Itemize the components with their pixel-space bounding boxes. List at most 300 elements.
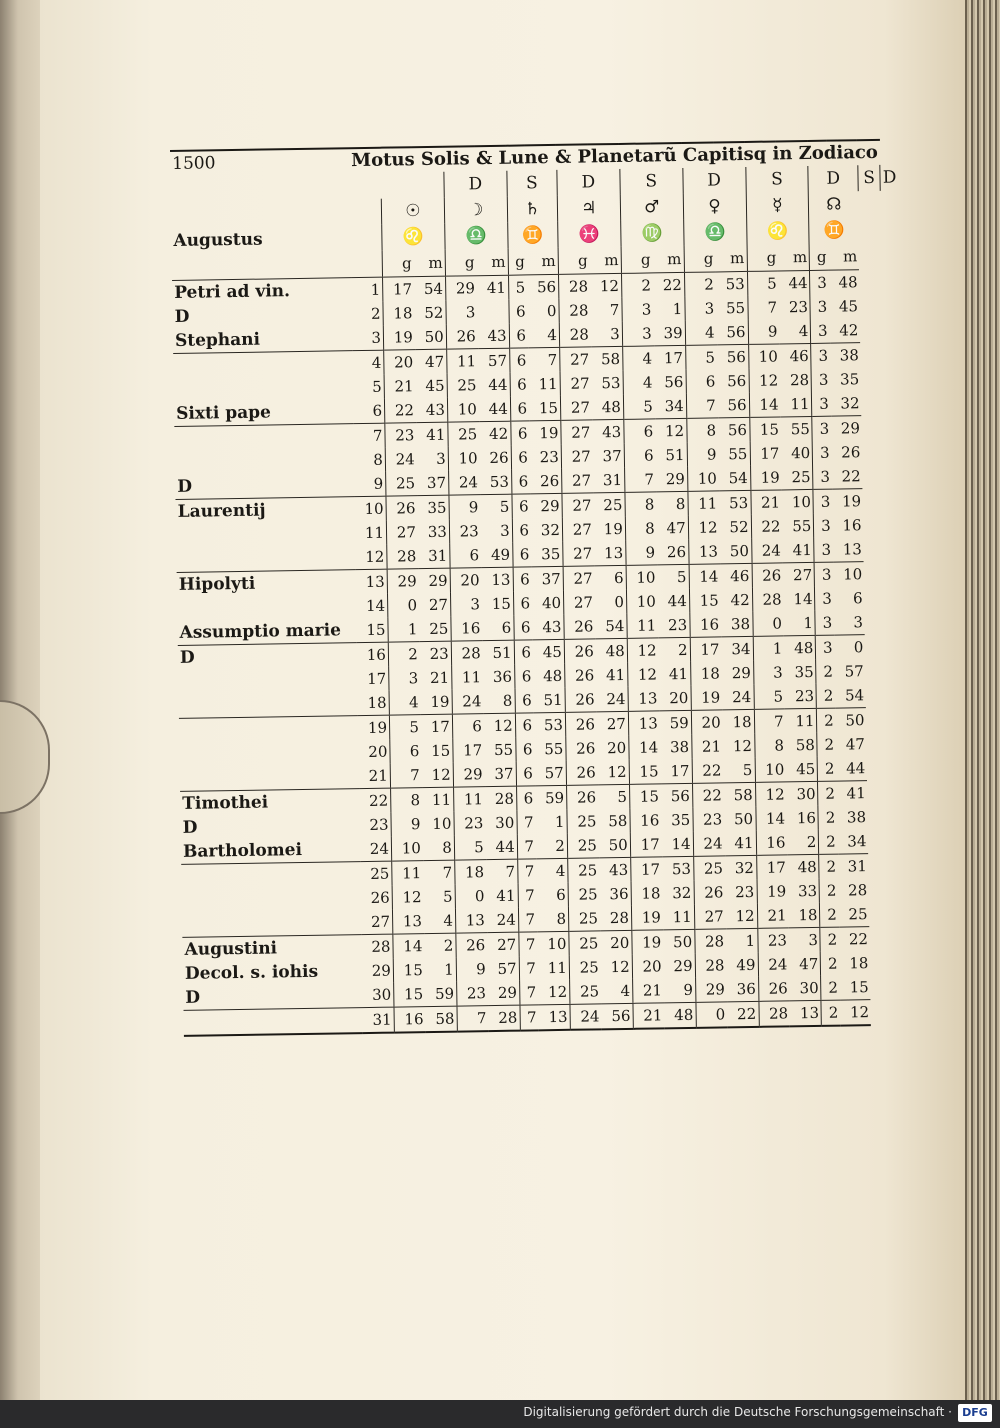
- mer-degrees: 7: [754, 709, 786, 734]
- jup-degrees: 24: [570, 1004, 602, 1030]
- node-degrees: 3: [815, 587, 834, 611]
- moon-degrees: 29: [445, 276, 477, 301]
- ven-minutes: 58: [733, 785, 753, 805]
- moon-minutes: 41: [496, 886, 516, 905]
- jup-degrees: 26: [566, 760, 598, 785]
- sun-minutes: 1: [444, 960, 454, 979]
- moon-degrees: 5: [454, 835, 486, 860]
- jup-degrees: 28: [558, 274, 590, 299]
- mer-degrees: 19: [757, 879, 789, 903]
- node-minutes: 31: [847, 857, 867, 876]
- zodiac-sign: ♊: [809, 217, 859, 244]
- sun-minutes: 25: [419, 617, 451, 642]
- jup-minutes: 4: [601, 979, 633, 1004]
- ven-degrees: 28: [694, 929, 726, 954]
- ven-degrees: 5: [685, 345, 717, 370]
- moon-degrees: 25: [448, 422, 480, 447]
- feast-name: Decol. s. iohis: [184, 961, 319, 984]
- sun-minutes: 45: [425, 376, 445, 396]
- moon-degrees: 28: [451, 641, 483, 666]
- node-minutes: 26: [841, 443, 861, 462]
- mars-minutes: 5: [676, 567, 687, 587]
- node-minutes: 3: [834, 610, 865, 635]
- ven-minutes: 29: [731, 663, 751, 683]
- unit-label: m: [413, 250, 445, 277]
- feast-name: [175, 448, 354, 475]
- ven-minutes: 49: [736, 955, 756, 975]
- zodiac-sign: ♓: [558, 221, 621, 248]
- ven-degrees: 24: [693, 831, 725, 856]
- mars-degrees: 19: [632, 930, 664, 955]
- sun-minutes: 4: [424, 909, 456, 934]
- sat-degrees: 7: [519, 956, 538, 980]
- sat-minutes: 23: [539, 447, 559, 467]
- mer-degrees: 8: [754, 733, 786, 757]
- direction-mark: D: [808, 165, 858, 192]
- day-number: 13: [365, 572, 385, 591]
- zodiac-sign: ♌: [746, 218, 809, 245]
- mer-minutes: 46: [789, 346, 809, 366]
- node-degrees: 2: [819, 830, 838, 855]
- ven-degrees: 22: [692, 783, 724, 808]
- moon-degrees: 6: [452, 714, 484, 739]
- sun-minutes: 5: [442, 887, 453, 906]
- node-minutes: 0: [853, 638, 864, 657]
- feast-name: [184, 1008, 363, 1036]
- ven-minutes: 32: [734, 858, 755, 878]
- node-minutes: 29: [840, 419, 861, 438]
- mars-minutes: 34: [655, 394, 687, 419]
- sat-minutes: 56: [536, 277, 557, 297]
- unit-label: g: [747, 244, 779, 271]
- mars-degrees: 15: [629, 784, 661, 809]
- node-degrees: 3: [816, 635, 835, 660]
- sun-degrees: 29: [387, 569, 419, 594]
- sun-degrees: 8: [390, 788, 422, 813]
- mars-minutes: 26: [657, 540, 689, 565]
- jup-degrees: 27: [563, 541, 595, 566]
- direction-mark: S: [745, 166, 808, 193]
- mars-minutes: 44: [667, 591, 687, 611]
- ven-minutes: 56: [727, 371, 747, 391]
- ephemeris-table: [170, 139, 912, 1037]
- node-minutes: 18: [849, 954, 869, 973]
- sun-degrees: 0: [387, 593, 419, 617]
- mer-minutes: 40: [791, 443, 811, 463]
- sun-minutes: 19: [420, 690, 452, 715]
- moon-degrees: 3: [450, 592, 482, 616]
- direction-mark: S: [507, 170, 558, 197]
- jup-degrees: 25: [568, 906, 600, 931]
- ven-minutes: 12: [732, 736, 753, 756]
- jup-degrees: 28: [559, 322, 591, 347]
- ven-minutes: 56: [716, 320, 748, 345]
- mars-minutes: 50: [672, 932, 693, 952]
- jup-degrees: 25: [568, 882, 600, 906]
- sat-minutes: 37: [541, 569, 561, 589]
- node-degrees: 3: [812, 392, 831, 417]
- ven-minutes: 1: [745, 931, 756, 951]
- sat-minutes: 26: [530, 469, 562, 494]
- year: 1500: [170, 148, 349, 176]
- node-degrees: 3: [810, 295, 829, 319]
- sun-degrees: 12: [392, 885, 424, 909]
- sun-degrees: 7: [390, 763, 422, 788]
- table-title: Motus Solis & Lune & Planetarũ Capitisq in Zodiaco: [349, 140, 880, 173]
- mer-degrees: 3: [753, 660, 785, 684]
- ven-minutes: 50: [733, 809, 754, 829]
- ven-degrees: 12: [688, 515, 720, 539]
- mer-degrees: 10: [748, 344, 780, 369]
- moon-degrees: 26: [456, 933, 488, 958]
- mars-degrees: 4: [623, 370, 655, 394]
- day-number: 14: [365, 596, 386, 615]
- sun-degrees: 4: [389, 690, 421, 715]
- moon-degrees: 17: [453, 738, 485, 762]
- day-number: 7: [372, 426, 383, 445]
- sat-degrees: 6: [513, 591, 532, 615]
- ven-degrees: 21: [691, 734, 723, 758]
- node-minutes: 32: [831, 391, 862, 416]
- sat-degrees: 6: [509, 348, 528, 373]
- mars-degrees: 12: [627, 638, 659, 663]
- day-number: 12: [355, 545, 387, 570]
- mer-minutes: 2: [787, 830, 819, 855]
- mars-minutes: 56: [664, 372, 684, 392]
- mer-degrees: 10: [755, 757, 787, 782]
- mars-minutes: 56: [670, 786, 691, 806]
- ven-degrees: 11: [688, 491, 720, 516]
- month-name: Augustus: [173, 229, 263, 251]
- mars-minutes: 2: [677, 640, 688, 660]
- sun-degrees: 18: [383, 301, 415, 325]
- sun-degrees: 3: [389, 666, 421, 690]
- mars-degrees: 16: [630, 808, 662, 832]
- node-degrees: 2: [821, 952, 840, 976]
- sun-degrees: 24: [385, 447, 417, 471]
- mars-minutes: 39: [653, 321, 685, 346]
- sat-minutes: 48: [542, 666, 563, 686]
- jup-degrees: 25: [567, 833, 599, 858]
- ven-degrees: 13: [688, 539, 720, 564]
- jup-degrees: 25: [569, 931, 601, 956]
- node-degrees: 3: [813, 465, 832, 490]
- sat-minutes: 6: [555, 885, 566, 905]
- sat-degrees: 5: [508, 275, 527, 300]
- planet-symbol: ☊: [809, 191, 859, 218]
- day-number: 9: [354, 472, 386, 497]
- jup-minutes: 5: [617, 787, 628, 807]
- mer-degrees: 24: [751, 538, 783, 563]
- jup-minutes: 48: [605, 641, 625, 661]
- node-degrees: 3: [811, 343, 830, 368]
- feast-name: [174, 424, 353, 451]
- sat-degrees: 7: [517, 859, 536, 884]
- mars-minutes: 41: [668, 664, 689, 684]
- ven-minutes: 54: [719, 466, 751, 491]
- node-degrees: 2: [819, 879, 838, 903]
- sat-minutes: 12: [538, 980, 570, 1005]
- sun-minutes: 37: [417, 471, 449, 496]
- ven-minutes: 12: [726, 904, 758, 929]
- mars-minutes: 9: [664, 978, 696, 1003]
- mars-degrees: 11: [627, 613, 659, 638]
- mars-minutes: 29: [656, 467, 688, 492]
- mars-degrees: 5: [623, 394, 655, 419]
- jup-minutes: 43: [608, 860, 629, 880]
- node-degrees: 3: [813, 489, 832, 514]
- sun-minutes: 27: [428, 595, 449, 614]
- sat-minutes: 10: [547, 934, 567, 954]
- sun-minutes: 52: [424, 303, 444, 323]
- ven-degrees: 27: [694, 904, 726, 929]
- moon-degrees: 11: [451, 665, 483, 689]
- jup-degrees: 26: [565, 663, 597, 687]
- mer-minutes: 30: [796, 784, 816, 804]
- sat-degrees: 7: [520, 1005, 539, 1031]
- sat-degrees: 7: [517, 834, 536, 859]
- sun-degrees: 10: [391, 836, 423, 861]
- day-number: 31: [362, 1007, 394, 1033]
- mer-minutes: 11: [795, 711, 815, 731]
- feast-name: [182, 886, 361, 913]
- day-number: 29: [371, 961, 391, 980]
- feast-name: [179, 740, 358, 767]
- sat-degrees: 7: [519, 980, 538, 1005]
- sun-minutes: 12: [422, 763, 454, 788]
- sun-minutes: 11: [431, 790, 452, 809]
- node-minutes: 47: [845, 735, 866, 754]
- mer-minutes: 48: [797, 857, 817, 877]
- moon-degrees: 23: [454, 811, 486, 835]
- jup-minutes: 56: [601, 1003, 633, 1029]
- sun-minutes: 31: [418, 544, 450, 569]
- jup-minutes: 31: [593, 468, 625, 493]
- mars-minutes: 8: [675, 494, 686, 514]
- blank-cell: [171, 199, 350, 228]
- mars-minutes: 17: [663, 348, 684, 368]
- moon-minutes: 28: [488, 1005, 520, 1031]
- mer-minutes: 23: [785, 684, 817, 709]
- mars-minutes: 53: [671, 859, 692, 879]
- sun-degrees: 28: [387, 544, 419, 569]
- jup-minutes: 54: [595, 614, 627, 639]
- jup-minutes: 7: [609, 300, 620, 320]
- mars-minutes: 29: [673, 956, 693, 976]
- jup-degrees: 28: [559, 298, 591, 322]
- day-number: 28: [371, 937, 391, 956]
- moon-degrees: 13: [455, 908, 487, 933]
- sun-minutes: 29: [428, 571, 448, 590]
- mars-degrees: 15: [629, 759, 661, 784]
- day-number: 27: [361, 910, 393, 935]
- sun-minutes: 33: [427, 522, 447, 541]
- unit-label: m: [715, 245, 747, 272]
- mer-degrees: 9: [748, 319, 780, 344]
- mer-minutes: 48: [794, 638, 814, 658]
- mer-degrees: 1: [753, 636, 785, 661]
- moon-degrees: 16: [451, 616, 483, 641]
- mars-degrees: 19: [631, 905, 663, 930]
- jup-minutes: 41: [605, 665, 626, 685]
- sat-degrees: 6: [509, 323, 528, 348]
- mars-degrees: 6: [624, 419, 656, 444]
- moon-degrees: 24: [448, 470, 480, 495]
- day-number: 2: [370, 304, 381, 323]
- sun-degrees: 9: [391, 812, 423, 836]
- zodiac-sign: ♎: [445, 223, 508, 250]
- jup-minutes: 13: [594, 541, 626, 566]
- sun-degrees: 2: [388, 642, 420, 667]
- planet-symbol: ☉: [381, 198, 444, 225]
- day-number: 11: [364, 523, 385, 542]
- node-minutes: 6: [852, 589, 863, 608]
- jup-degrees: 25: [568, 858, 600, 883]
- sat-degrees: 6: [515, 713, 534, 738]
- sat-degrees: 7: [519, 932, 538, 957]
- sat-degrees: 6: [516, 761, 535, 786]
- node-degrees: 2: [817, 733, 836, 757]
- moon-minutes: 43: [478, 324, 510, 349]
- sat-degrees: 6: [511, 469, 530, 494]
- node-minutes: 45: [838, 297, 859, 316]
- mars-degrees: 14: [629, 735, 661, 759]
- ven-minutes: 42: [730, 590, 750, 610]
- moon-minutes: 8: [483, 689, 515, 714]
- mer-degrees: 26: [752, 563, 784, 588]
- mars-minutes: 12: [664, 421, 685, 441]
- mars-minutes: 35: [671, 810, 691, 830]
- ven-degrees: 22: [692, 758, 724, 783]
- unit-label: m: [476, 249, 508, 276]
- feast-name: Hipolyti: [178, 573, 256, 595]
- mer-minutes: 1: [784, 611, 816, 636]
- feast-name: Augustini: [184, 938, 278, 960]
- ven-degrees: 18: [690, 661, 722, 685]
- node-degrees: 2: [818, 781, 837, 806]
- unit-label: g: [684, 245, 716, 272]
- ven-degrees: 6: [686, 369, 718, 393]
- sun-degrees: 15: [394, 982, 426, 1007]
- sat-minutes: 51: [533, 688, 565, 713]
- direction-mark: D: [557, 169, 620, 196]
- node-minutes: 57: [844, 662, 864, 681]
- sat-minutes: 11: [538, 374, 558, 394]
- mars-degrees: 3: [622, 321, 654, 346]
- sun-minutes: 41: [426, 425, 446, 445]
- moon-minutes: 57: [497, 959, 517, 978]
- jup-degrees: 26: [565, 687, 597, 712]
- mars-degrees: 8: [625, 492, 657, 517]
- page-stack-edge: [965, 0, 1000, 1400]
- ven-degrees: 16: [690, 612, 722, 637]
- node-minutes: 50: [845, 711, 865, 730]
- mer-degrees: 23: [757, 928, 789, 953]
- jup-degrees: 27: [562, 493, 594, 518]
- mars-degrees: 4: [622, 346, 654, 371]
- feast-name: Bartholomei: [181, 837, 360, 864]
- sat-degrees: 6: [514, 664, 533, 688]
- sat-degrees: 7: [517, 810, 536, 834]
- moon-minutes: 41: [486, 278, 507, 298]
- moon-minutes: 29: [488, 981, 520, 1006]
- sat-minutes: 35: [531, 542, 563, 567]
- mars-degrees: 9: [625, 540, 657, 565]
- moon-degrees: 11: [446, 349, 478, 374]
- planet-symbol: ♃: [557, 195, 620, 222]
- ven-minutes: 55: [728, 444, 748, 464]
- unit-label: g: [382, 250, 414, 277]
- jup-minutes: 50: [599, 833, 631, 858]
- moon-degrees: 29: [453, 762, 485, 787]
- sun-degrees: 21: [384, 374, 416, 398]
- sun-degrees: 25: [386, 471, 418, 496]
- mer-minutes: 25: [782, 465, 814, 490]
- ven-degrees: 19: [691, 685, 723, 710]
- jup-degrees: 26: [564, 639, 596, 664]
- node-minutes: 28: [847, 881, 868, 900]
- funding-credit: Digitalisierung gefördert durch die Deutsche Forschungsgemeinschaft ·: [523, 1405, 952, 1419]
- direction-mark: D: [683, 167, 746, 194]
- node-degrees: 2: [820, 927, 839, 952]
- mer-minutes: 3: [808, 930, 819, 950]
- node-minutes: 12: [840, 1000, 871, 1026]
- mer-minutes: 23: [788, 297, 809, 317]
- direction-mark: D: [880, 165, 899, 191]
- ven-minutes: 56: [726, 347, 747, 367]
- mars-minutes: 59: [669, 713, 689, 733]
- blank-cell: [350, 225, 382, 251]
- moon-minutes: 6: [482, 616, 514, 641]
- unit-label: g: [558, 247, 590, 274]
- node-minutes: 16: [842, 516, 862, 535]
- sat-degrees: 7: [518, 883, 537, 907]
- mars-degrees: 13: [628, 711, 660, 736]
- mars-degrees: 17: [630, 832, 662, 857]
- sun-degrees: 16: [394, 1007, 426, 1033]
- jup-degrees: 27: [560, 371, 592, 395]
- jup-minutes: 25: [603, 495, 623, 515]
- moon-degrees: 23: [456, 981, 488, 1006]
- sat-minutes: 0: [546, 301, 557, 321]
- jup-minutes: 36: [609, 884, 629, 904]
- mer-minutes: 45: [786, 757, 818, 782]
- sat-degrees: 6: [510, 396, 529, 421]
- ven-minutes: 53: [728, 493, 749, 513]
- node-minutes: 48: [838, 273, 858, 292]
- mars-degrees: 17: [630, 857, 662, 882]
- feast-name: [176, 545, 355, 572]
- sun-minutes: 10: [432, 814, 452, 833]
- moon-minutes: 53: [480, 470, 512, 495]
- ven-minutes: 34: [731, 639, 751, 659]
- feast-name: [176, 521, 355, 548]
- mer-degrees: 19: [750, 465, 782, 490]
- ven-degrees: 23: [693, 807, 725, 831]
- jup-degrees: 27: [560, 347, 592, 372]
- ven-minutes: 56: [718, 393, 750, 418]
- direction-mark: S: [858, 165, 881, 191]
- sat-degrees: 6: [514, 640, 533, 665]
- jup-degrees: 27: [561, 468, 593, 493]
- sun-degrees: 19: [383, 325, 415, 350]
- node-degrees: 2: [816, 684, 835, 709]
- unit-label: g: [621, 246, 653, 273]
- feast-name: D: [175, 472, 354, 499]
- node-minutes: 38: [846, 808, 867, 827]
- sat-degrees: 6: [512, 542, 531, 567]
- node-degrees: 2: [819, 854, 838, 879]
